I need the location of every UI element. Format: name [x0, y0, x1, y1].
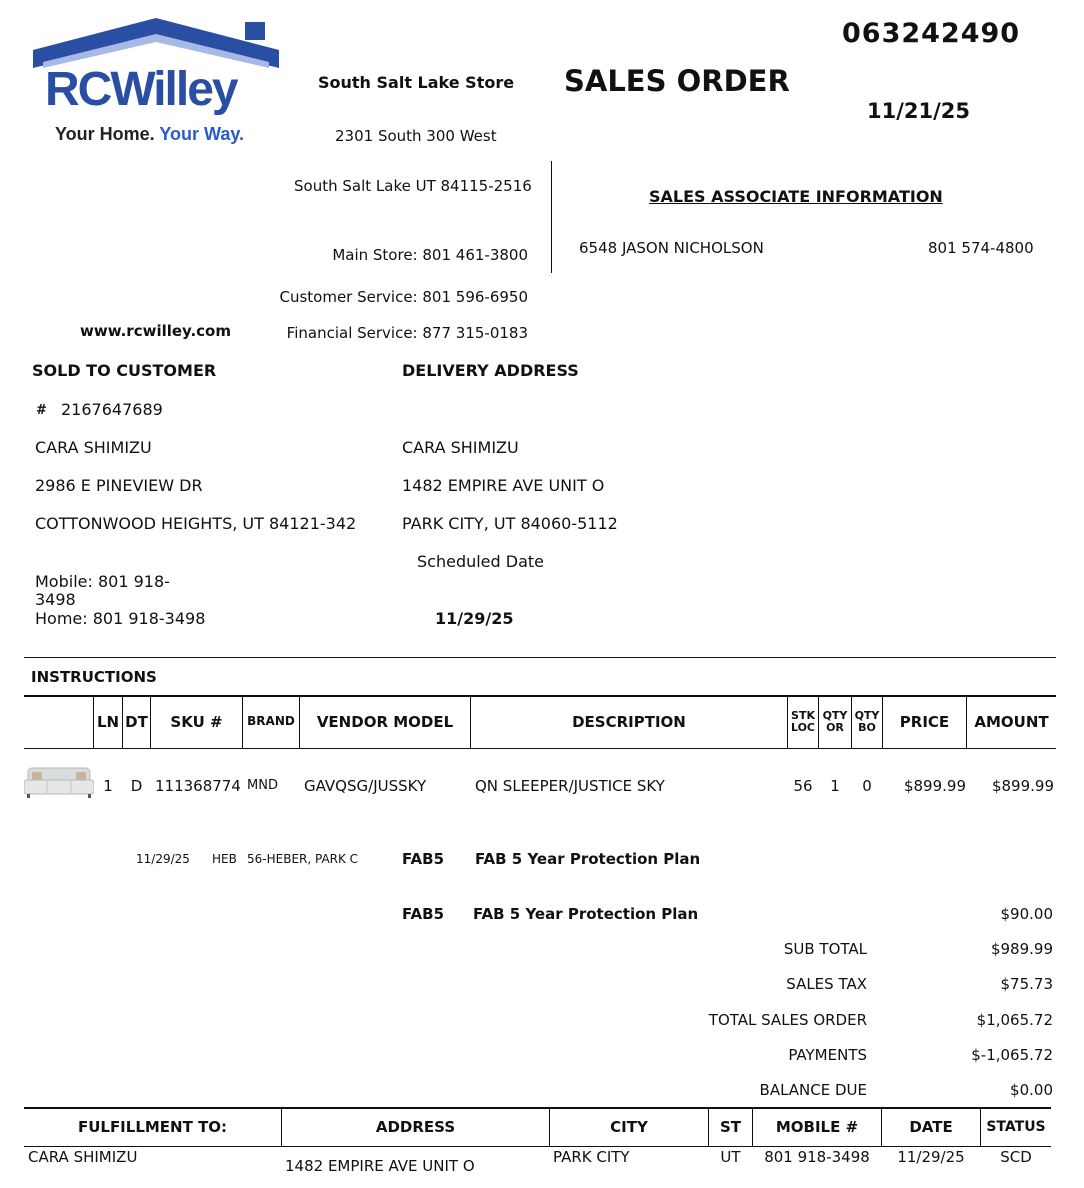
totals-sales-tax-label: SALES TAX	[786, 975, 867, 993]
delivery-name: CARA SHIMIZU	[402, 438, 519, 457]
store-name: South Salt Lake Store	[318, 73, 515, 92]
th-qtybo-a: QTY	[854, 709, 880, 722]
scheduled-date: 11/29/25	[435, 609, 514, 628]
totals-balance-value: $0.00	[1010, 1081, 1053, 1099]
rule-instructions-top	[24, 657, 1056, 658]
rule-table-header-bottom	[24, 748, 1056, 749]
protection-description: FAB 5 Year Protection Plan	[473, 905, 699, 923]
fh-to: FULFILLMENT TO:	[77, 1118, 228, 1136]
fr-address: 1482 EMPIRE AVE UNIT O	[285, 1157, 475, 1175]
sold-to-street: 2986 E PINEVIEW DR	[35, 476, 203, 495]
sold-to-heading: SOLD TO CUSTOMER	[32, 361, 217, 380]
sold-to-home: Home: 801 918-3498	[35, 609, 206, 628]
delivery-city: PARK CITY, UT 84060-5112	[402, 514, 618, 533]
logo-tagline-a: Your Home.	[55, 124, 155, 144]
sold-to-mobile-b: 3498	[35, 590, 76, 609]
divider-vertical	[551, 161, 552, 273]
item-sku[interactable]: 111368774	[155, 777, 241, 795]
item-amount: $899.99	[991, 777, 1054, 795]
account-hash: #	[36, 403, 47, 418]
item-brand: MND	[247, 778, 278, 793]
th-qtybo-b: BO	[858, 721, 876, 734]
th-qty-bo	[852, 710, 882, 734]
th-qtyor-a: QTY	[822, 709, 848, 722]
account-number: 2167647689	[61, 400, 163, 419]
scheduled-date-label: Scheduled Date	[417, 552, 545, 571]
totals-balance-label: BALANCE DUE	[759, 1081, 867, 1099]
customer-service-phone: Customer Service: 801 596-6950	[279, 288, 528, 306]
rule-table-top	[24, 695, 1056, 697]
th-price: PRICE	[899, 713, 950, 731]
protection-code: FAB5	[402, 905, 445, 923]
sold-to-mobile-a: Mobile: 801 918-	[35, 572, 170, 591]
th-brand: BRAND	[247, 714, 295, 728]
fr-to: CARA SHIMIZU	[28, 1148, 138, 1166]
associate-heading: SALES ASSOCIATE INFORMATION	[649, 187, 943, 206]
fr-st: UT	[720, 1148, 741, 1166]
totals-sales-tax-value: $75.73	[1000, 975, 1053, 993]
associate-name: 6548 JASON NICHOLSON	[579, 239, 764, 257]
sub-line-description: FAB 5 Year Protection Plan	[475, 850, 701, 868]
th-vendor-model: VENDOR MODEL	[316, 713, 454, 731]
logo-brand-text: RCWilley	[45, 63, 237, 116]
protection-amount: $90.00	[1000, 905, 1053, 923]
item-qty-bo: 0	[862, 777, 872, 795]
website-link[interactable]: www.rcwilley.com	[80, 322, 231, 340]
item-stk-loc: 56	[793, 777, 813, 795]
sold-to-name: CARA SHIMIZU	[35, 438, 152, 457]
totals-sub-total-value: $989.99	[990, 940, 1053, 958]
item-qty-or: 1	[830, 777, 840, 795]
sub-line-location: 56-HEBER, PARK C	[247, 852, 359, 866]
order-title: SALES ORDER	[564, 64, 790, 98]
item-description: QN SLEEPER/JUSTICE SKY	[475, 777, 665, 795]
fh-city: CITY	[610, 1118, 648, 1136]
logo-tagline	[55, 124, 244, 145]
rule-fulfillment-top	[24, 1107, 1051, 1109]
totals-total-value: $1,065.72	[976, 1011, 1053, 1029]
th-dt: DT	[125, 713, 148, 731]
item-price: $899.99	[903, 777, 966, 795]
associate-phone: 801 574-4800	[928, 239, 1034, 257]
fr-date: 11/29/25	[897, 1148, 965, 1166]
sub-line-loc-code: HEB	[212, 852, 237, 866]
rule-fulfillment-header-bottom	[24, 1146, 1051, 1147]
delivery-heading: DELIVERY ADDRESS	[402, 361, 579, 380]
totals-sub-total-label: SUB TOTAL	[783, 940, 867, 958]
th-stk-b: LOC	[790, 721, 816, 734]
th-stk-loc	[788, 710, 818, 734]
sub-line-date: 11/29/25	[136, 852, 190, 866]
financial-service-phone: Financial Service: 877 315-0183	[286, 324, 528, 342]
delivery-street: 1482 EMPIRE AVE UNIT O	[402, 476, 605, 495]
th-stk-a: STK	[791, 709, 815, 722]
item-vendor-model: GAVQSG/JUSSKY	[304, 777, 427, 795]
logo-tagline-b: Your Way.	[159, 124, 245, 144]
sofa-image	[24, 766, 94, 800]
order-number: 063242490	[842, 18, 1021, 49]
th-qtyor-b: OR	[826, 721, 844, 734]
store-street: 2301 South 300 West	[335, 127, 497, 145]
sold-to-city: COTTONWOOD HEIGHTS, UT 84121-342	[35, 514, 357, 533]
fh-date: DATE	[909, 1118, 953, 1136]
th-ln: LN	[96, 713, 120, 731]
fr-status: SCD	[1000, 1148, 1032, 1166]
item-ln: 1	[103, 777, 113, 795]
th-amount: AMOUNT	[974, 713, 1049, 731]
item-dt: D	[130, 777, 143, 795]
fr-city: PARK CITY	[553, 1148, 630, 1166]
totals-total-label: TOTAL SALES ORDER	[708, 1011, 867, 1029]
th-description: DESCRIPTION	[572, 713, 686, 731]
th-sku: SKU #	[170, 713, 223, 731]
sub-line-code: FAB5	[402, 850, 445, 868]
fh-address: ADDRESS	[375, 1118, 456, 1136]
order-date: 11/21/25	[867, 99, 971, 123]
th-qty-or	[819, 710, 851, 734]
totals-payments-value: $-1,065.72	[971, 1046, 1053, 1064]
fr-mobile: 801 918-3498	[764, 1148, 870, 1166]
fh-mobile: MOBILE #	[775, 1118, 859, 1136]
store-city: South Salt Lake UT 84115-2516	[294, 177, 532, 195]
rcwilley-logo	[33, 16, 279, 148]
main-store-phone: Main Store: 801 461-3800	[332, 246, 528, 264]
totals-payments-label: PAYMENTS	[788, 1046, 867, 1064]
instructions-heading: INSTRUCTIONS	[31, 668, 157, 686]
fh-st: ST	[719, 1118, 742, 1136]
fh-status: STATUS	[986, 1119, 1046, 1135]
